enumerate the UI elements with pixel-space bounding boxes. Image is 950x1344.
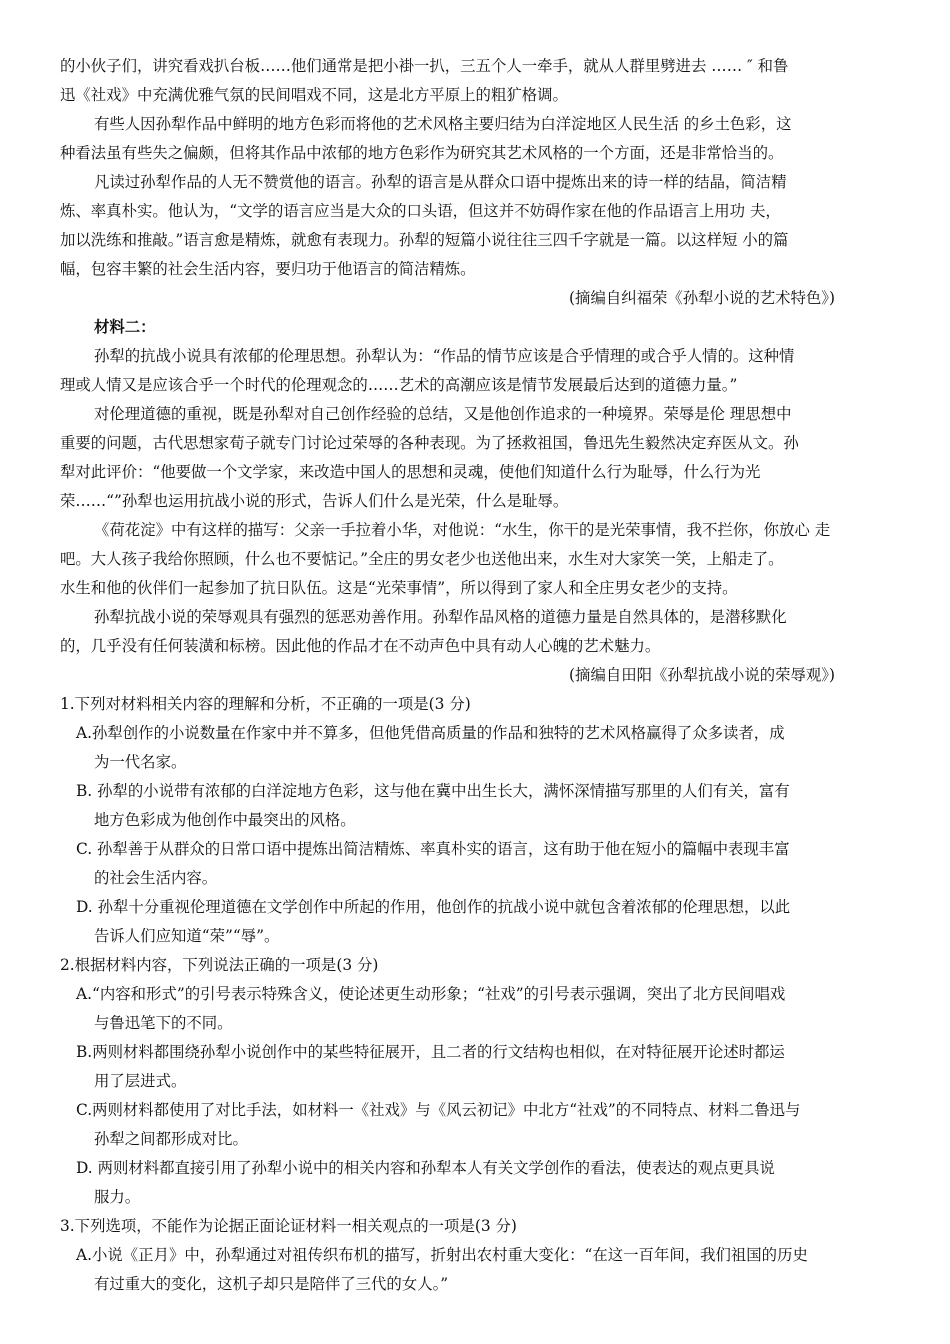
material-two-source: (摘编自田阳《孙犁抗战小说的荣辱观》) bbox=[569, 666, 835, 684]
text-line: 《荷花淀》中有这样的描写：父亲一手拉着小华，对他说：“水生，你干的是光荣事情，我不拦你，你放心 走 bbox=[94, 521, 831, 539]
question-2 bbox=[60, 951, 890, 1212]
text-line: 加以洗练和推敲。”语言愈是精炼，就愈有表现力。孙犁的短篇小说往往三四千字就是一篇。以这样短 小的篇 bbox=[60, 231, 789, 249]
question-stem: 1.下列对材料相关内容的理解和分析，不正确的一项是(3 分) bbox=[60, 695, 471, 713]
text-line: 孙犁抗战小说的荣辱观具有强烈的惩恶劝善作用。孙犁作品风格的道德力量是自然具体的，是潜移默化 bbox=[94, 608, 787, 626]
text-line: 的，几乎没有任何装潢和标榜。因此他的作品才在不动声色中具有动人心魄的艺术魅力。 bbox=[60, 637, 661, 655]
material-one-paragraph-2 bbox=[60, 110, 890, 168]
option-text: 告诉人们应知道“荣”“辱”。 bbox=[94, 927, 280, 945]
material-one-paragraph-1 bbox=[60, 52, 890, 110]
text-line: 的小伙子们，讲究看戏扒台板……他们通常是把小褂一扒，三五个人一牵手，就从人群里劈进去 …… ″ 和鲁 bbox=[60, 57, 789, 75]
text-line: 孙犁的抗战小说具有浓郁的伦理思想。孙犁认为：“作品的情节应该是合乎情理的或合乎人情的。这种情 bbox=[94, 347, 795, 365]
option-text: 孙犁之间都形成对比。 bbox=[94, 1130, 248, 1148]
option-text: D. 两则材料都直接引用了孙犁小说中的相关内容和孙犁本人有关文学创作的看法，使表达的观点更具说 bbox=[76, 1159, 775, 1177]
text-line: 种看法虽有些失之偏颇，但将其作品中浓郁的地方色彩作为研究其艺术风格的一个方面，还是非常恰当的。 bbox=[60, 144, 784, 162]
text-line: 水生和他的伙伴们一起参加了抗日队伍。这是“光荣事情”，所以得到了家人和全庄男女老少的支持。 bbox=[60, 579, 738, 597]
question-stem: 2.根据材料内容，下列说法正确的一项是(3 分) bbox=[60, 956, 379, 974]
option-text: 服力。 bbox=[94, 1188, 141, 1206]
option-c[interactable] bbox=[60, 835, 890, 893]
option-b[interactable] bbox=[60, 777, 890, 835]
option-text: B.两则材料都围绕孙犁小说创作中的某些特征展开，且二者的行文结构也相似，在对特征展开论述时都运 bbox=[76, 1043, 785, 1061]
option-d[interactable] bbox=[60, 1154, 890, 1212]
material-two-paragraph-2 bbox=[60, 400, 890, 516]
option-text: D. 孙犁十分重视伦理道德在文学创作中所起的作用，他创作的抗战小说中就包含着浓郁的伦理思想，以此 bbox=[76, 898, 791, 916]
material-one-paragraph-3 bbox=[60, 168, 890, 284]
option-text: C.两则材料都使用了对比手法，如材料一《社戏》与《风云初记》中北方“社戏”的不同特点、材料二鲁迅与 bbox=[76, 1101, 801, 1119]
option-text: A.“内容和形式”的引号表示特殊含义，使论述更生动形象；“社戏”的引号表示强调，突出了北方民间唱戏 bbox=[76, 985, 786, 1003]
option-text: A.小说《正月》中，孙犁通过对祖传织布机的描写，折射出农村重大变化：“在这一百年间，我们祖国的历史 bbox=[76, 1246, 808, 1264]
text-line: 吧。大人孩子我给你照顾，什么也不要惦记。”全庄的男女老少也送他出来，水生对大家笑一笑，上船走了。 bbox=[60, 550, 784, 568]
option-text: C. 孙犁善于从群众的日常口语中提炼出简洁精炼、率真朴实的语言，这有助于他在短小的篇幅中表现丰富 bbox=[76, 840, 790, 858]
text-line: 对伦理道德的重视，既是孙犁对自己创作经验的总结，又是他创作追求的一种境界。荣辱是伦 理思想中 bbox=[94, 405, 792, 423]
material-two-paragraph-3 bbox=[60, 516, 890, 603]
material-two-paragraph-1 bbox=[60, 342, 890, 400]
text-line: 理或人情又是应该合乎一个时代的伦理观念的……艺术的高潮应该是情节发展最后达到的道德力量。” bbox=[60, 376, 738, 394]
text-line: 犁对此评价：“他要做一个文学家，来改造中国人的思想和灵魂，使他们知道什么行为耻辱，什么行为光 bbox=[60, 463, 761, 481]
text-line: 重要的问题，古代思想家荀子就专门讨论过荣辱的各种表现。为了拯救祖国，鲁迅先生毅然决定弃医从文。孙 bbox=[60, 434, 799, 452]
question-1 bbox=[60, 690, 890, 951]
question-3 bbox=[60, 1212, 890, 1299]
option-a[interactable] bbox=[60, 1241, 890, 1299]
option-text: 地方色彩成为他创作中最突出的风格。 bbox=[94, 811, 356, 829]
option-text: B. 孙犁的小说带有浓郁的白洋淀地方色彩，这与他在冀中出生长大，满怀深情描写那里的人们有关，富有 bbox=[76, 782, 790, 800]
exam-page bbox=[60, 52, 890, 1299]
material-one-source: (摘编自纠福荣《孙犁小说的艺术特色》) bbox=[569, 289, 835, 307]
text-line: 炼、率真朴实。他认为，“文学的语言应当是大众的口头语，但这并不妨碍作家在他的作品语言上用功 夫， bbox=[60, 202, 781, 220]
text-line: 凡读过孙犁作品的人无不赞赏他的语言。孙犁的语言是从群众口语中提炼出来的诗一样的结晶，简洁精 bbox=[94, 173, 787, 191]
option-d[interactable] bbox=[60, 893, 890, 951]
option-text: 用了层进式。 bbox=[94, 1072, 187, 1090]
text-line: 幅，包容丰繁的社会生活内容，要归功于他语言的简洁精炼。 bbox=[60, 260, 476, 278]
text-line: 迅《社戏》中充满优雅气氛的民间唱戏不同，这是北方平原上的粗犷格调。 bbox=[60, 86, 568, 104]
option-text: 有过重大的变化，这机子却只是陪伴了三代的女人。” bbox=[94, 1275, 449, 1293]
option-text: A.孙犁创作的小说数量在作家中并不算多，但他凭借高质量的作品和独特的艺术风格赢得了众多读者，成 bbox=[76, 724, 785, 742]
option-text: 为一代名家。 bbox=[94, 753, 187, 771]
material-two-paragraph-4 bbox=[60, 603, 890, 661]
material-two-heading: 材料二： bbox=[94, 318, 156, 336]
option-a[interactable] bbox=[60, 980, 890, 1038]
option-a[interactable] bbox=[60, 719, 890, 777]
option-b[interactable] bbox=[60, 1038, 890, 1096]
text-line: 有些人因孙犁作品中鲜明的地方色彩而将他的艺术风格主要归结为白洋淀地区人民生活 的乡土色彩，这 bbox=[94, 115, 792, 133]
text-line: 荣……“”孙犁也运用抗战小说的形式，告诉人们什么是光荣，什么是耻辱。 bbox=[60, 492, 569, 510]
question-stem: 3.下列选项，不能作为论据正面论证材料一相关观点的一项是(3 分) bbox=[60, 1217, 517, 1235]
option-text: 的社会生活内容。 bbox=[94, 869, 218, 887]
option-text: 与鲁迅笔下的不同。 bbox=[94, 1014, 233, 1032]
option-c[interactable] bbox=[60, 1096, 890, 1154]
